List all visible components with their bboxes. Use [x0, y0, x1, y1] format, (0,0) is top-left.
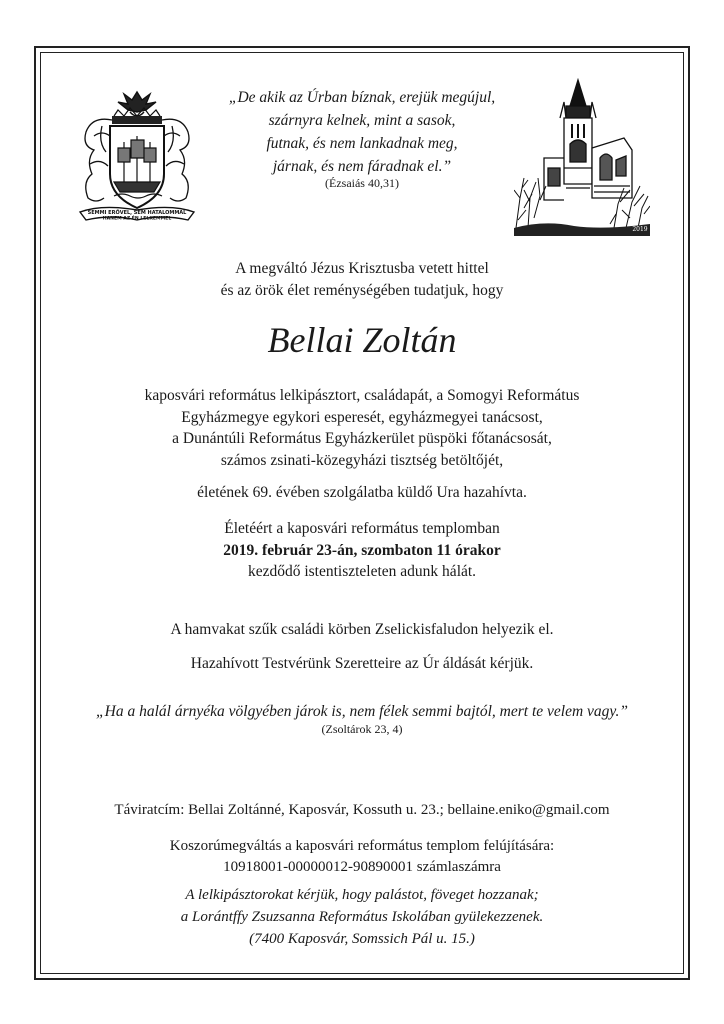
service-info	[62, 518, 662, 583]
age-line: életének 69. évében szolgálatba küldő Ura hazahívta.	[197, 484, 527, 501]
roles-line: a Dunántúli Református Egyházkerület püspöki főtanácsosát,	[172, 430, 552, 447]
pastor-notes	[62, 884, 662, 950]
blessing-line: Hazahívott Testvérünk Szeretteire az Úr áldását kérjük.	[190, 655, 534, 672]
service-line: Életéért a kaposvári református templomban	[224, 520, 500, 537]
wreath-donation	[62, 836, 662, 878]
bible-quote	[190, 86, 534, 178]
wreath-line: Koszorúmegváltás a kaposvári református templom felújítására:	[169, 838, 555, 854]
quote-line: járnak, és nem fáradnak el.”	[272, 158, 452, 175]
phoenix-icon	[118, 92, 156, 116]
notes-line: a Lorántffy Zsuzsanna Református Iskolában gyülekezzenek.	[180, 909, 544, 925]
service-datetime: 2019. február 23-án, szombaton 11 órakor	[223, 541, 501, 559]
intro-text	[62, 258, 662, 302]
notes-line: (7400 Kaposvár, Somssich Pál u. 15.)	[249, 931, 475, 947]
ashes-line: A hamvakat szűk családi körben Zselickisfaludon helyezik el.	[170, 621, 554, 638]
bank-account: 10918001-00000012-90890001 számlaszámra	[223, 859, 501, 875]
roles-line: kaposvári református lelkipásztort, családapát, a Somogyi Református	[144, 387, 580, 404]
intro-line: A megváltó Jézus Krisztusba vetett hittel	[235, 260, 489, 277]
service-line: kezdődő istentiszteleten adunk hálát.	[247, 563, 477, 580]
psalm-reference: (Zsoltárok 23, 4)	[321, 722, 403, 736]
artist-signature: 2019	[632, 226, 648, 233]
crest-motto: SEMMI ERŐVEL, SEM HATALOMMAL	[87, 210, 187, 216]
notes-line: A lelkipásztorokat kérjük, hogy palástot, föveget hozzanak;	[185, 887, 539, 903]
church-drawing-icon	[514, 78, 650, 236]
quote-line: „De akik az Úrban bíznak, erejük megújul,	[228, 89, 496, 106]
quote-line: futnak, és nem lankadnak meg,	[266, 135, 458, 152]
reformed-church-crest-icon	[72, 86, 202, 232]
roles-text	[62, 385, 662, 471]
crest-motto-2: HANEM AZ ÉN LELKEMMEL	[102, 216, 172, 222]
roles-line: Egyházmegye egykori esperesét, egyházmegyei tanácsost,	[181, 408, 543, 426]
quote-line: szárnyra kelnek, mint a sasok,	[268, 112, 456, 129]
psalm-quote: „Ha a halál árnyéka völgyében járok is, nem félek semmi bajtól, mert te velem vagy.”	[96, 703, 628, 720]
intro-line: és az örök élet reménységében tudatjuk, hogy	[220, 282, 504, 299]
deceased-name: Bellai Zoltán	[267, 320, 457, 360]
quote-reference: (Ézsaiás 40,31)	[325, 176, 399, 190]
roles-line: számos zsinati-közegyházi tisztség betöltőjét,	[220, 451, 504, 469]
telegram-address: Táviratcím: Bellai Zoltánné, Kaposvár, Kossuth u. 23.; bellaine.eniko@gmail.com	[114, 802, 610, 818]
